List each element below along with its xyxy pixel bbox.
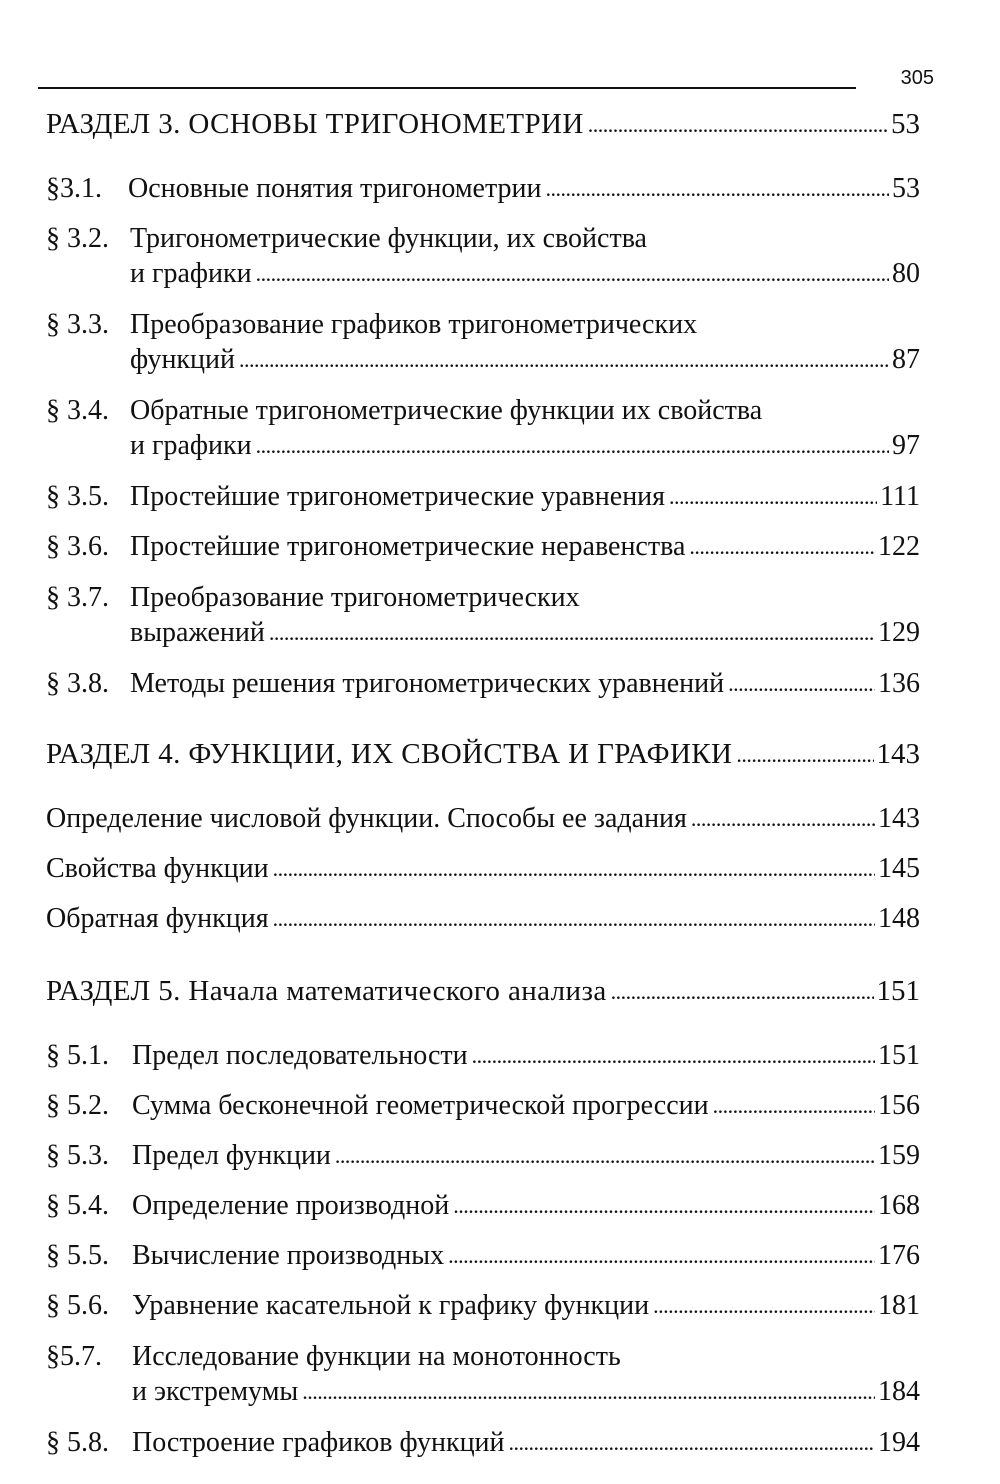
page-ref: 97: [892, 430, 920, 461]
page-ref: 87: [892, 344, 920, 375]
entry-title: Сумма бесконечной геометрической прогрессии: [132, 1090, 709, 1121]
entry-number: § 5.2.: [46, 1090, 109, 1121]
entry-title: Определение производной: [132, 1190, 450, 1221]
leader-dots: [588, 106, 888, 142]
page-number: 305: [900, 67, 934, 89]
entry-title: Преобразование тригонометрических: [130, 582, 580, 613]
toc-entry: [46, 802, 920, 837]
entry-number: § 5.8.: [46, 1427, 109, 1458]
entry-title: Методы решения тригонометрических уравнений: [130, 668, 725, 699]
leader-dots: [273, 901, 875, 936]
toc-entry: [130, 429, 920, 464]
entry-number: § 5.5.: [46, 1240, 109, 1271]
page-ref: 181: [878, 1290, 920, 1321]
entry-number: § 5.1.: [46, 1040, 109, 1071]
toc-entry-first-line: [46, 308, 697, 342]
entry-number: § 3.6.: [46, 531, 109, 562]
entry-title-continued: и графики: [130, 258, 252, 289]
page-ref: 156: [878, 1090, 920, 1121]
toc-entry: [46, 667, 920, 702]
entry-title: Определение числовой функции. Способы ее задания: [46, 803, 687, 834]
page-ref: 122: [878, 531, 920, 562]
leader-dots: [269, 615, 875, 650]
entry-number: § 3.4.: [46, 395, 109, 426]
entry-title: Тригонометрические функции, их свойства: [130, 223, 647, 254]
leader-dots: [302, 1374, 875, 1409]
entry-number: § 3.5.: [46, 481, 109, 512]
entry-title-continued: и графики: [130, 430, 252, 461]
toc-entry: [46, 1139, 920, 1174]
entry-title: Уравнение касательной к графику функции: [132, 1290, 650, 1321]
toc-entry: [46, 530, 920, 565]
toc-entry: [132, 1375, 920, 1410]
page-ref: 53: [891, 108, 920, 140]
leader-dots: [691, 801, 875, 836]
entry-number: §3.1.: [46, 173, 102, 204]
header-rule: [38, 87, 856, 89]
toc-entry: [46, 480, 920, 515]
leader-dots: [546, 171, 889, 206]
leader-dots: [239, 342, 889, 377]
entry-number: § 5.4.: [46, 1190, 109, 1221]
leader-dots: [509, 1425, 875, 1460]
page-ref: 129: [878, 617, 920, 648]
section-title: РАЗДЕЛ 3. ОСНОВЫ ТРИГОНОМЕТРИИ: [46, 108, 584, 140]
entry-title: Обратная функция: [46, 903, 269, 934]
section-title: РАЗДЕЛ 5. Начала математического анализа: [46, 975, 607, 1007]
toc-entry: [46, 1089, 920, 1124]
page-ref: 159: [878, 1140, 920, 1171]
leader-dots: [611, 973, 874, 1009]
toc-entry: [46, 1189, 920, 1224]
entry-number: § 3.7.: [46, 582, 109, 613]
page-ref: 184: [878, 1376, 920, 1407]
entry-title-continued: и экстремумы: [132, 1376, 299, 1407]
toc-entry-first-line: [46, 1340, 621, 1374]
page-ref: 176: [878, 1240, 920, 1271]
toc-entry-first-line: [46, 394, 762, 428]
entry-title: Преобразование графиков тригонометрических: [130, 309, 698, 340]
page-ref: 143: [878, 803, 920, 834]
page-ref: 151: [876, 975, 920, 1007]
page-ref: 136: [878, 668, 920, 699]
page-ref: 80: [892, 258, 920, 289]
page-ref: 145: [878, 853, 920, 884]
section-5-heading: [46, 974, 920, 1010]
entry-title: Вычисление производных: [132, 1240, 445, 1271]
entry-number: § 5.3.: [46, 1140, 109, 1171]
entry-title: Простейшие тригонометрические уравнения: [130, 481, 666, 512]
toc-entry: [46, 1239, 920, 1274]
leader-dots: [653, 1288, 875, 1323]
leader-dots: [335, 1138, 875, 1173]
entry-number: §5.7.: [46, 1341, 102, 1372]
toc-entry: [46, 1039, 920, 1074]
toc-entry-first-line: [46, 581, 580, 615]
page-ref: 194: [878, 1427, 920, 1458]
toc-entry: [130, 343, 920, 378]
leader-dots: [472, 1038, 875, 1073]
entry-title: Предел функции: [132, 1140, 331, 1171]
page-ref: 168: [878, 1190, 920, 1221]
section-3-heading: [46, 107, 920, 143]
leader-dots: [453, 1188, 875, 1223]
leader-dots: [713, 1088, 875, 1123]
leader-dots: [256, 428, 889, 463]
leader-dots: [669, 479, 877, 514]
entry-number: § 3.2.: [46, 223, 109, 254]
leader-dots: [728, 666, 875, 701]
entry-title-continued: выражений: [130, 617, 265, 648]
entry-title: Простейшие тригонометрические неравенства: [130, 531, 686, 562]
leader-dots: [256, 256, 889, 291]
toc-entry: [130, 257, 920, 292]
entry-title: Свойства функции: [46, 853, 269, 884]
leader-dots: [273, 851, 875, 886]
entry-title: Основные понятия тригонометрии: [128, 173, 542, 204]
entry-title: Построение графиков функций: [132, 1427, 505, 1458]
toc-entry: [46, 172, 920, 207]
entry-title: Обратные тригонометрические функции их свойства: [130, 395, 763, 426]
entry-title-continued: функций: [130, 344, 235, 375]
toc-entry: [46, 1426, 920, 1461]
page-ref: 53: [892, 173, 920, 204]
section-4-heading: [46, 737, 920, 773]
toc-entry: [46, 902, 920, 937]
page-ref: 151: [878, 1040, 920, 1071]
entry-number: § 3.3.: [46, 309, 109, 340]
page-ref: 148: [878, 903, 920, 934]
page-ref: 143: [876, 738, 920, 770]
leader-dots: [448, 1238, 875, 1273]
section-title: РАЗДЕЛ 4. ФУНКЦИИ, ИХ СВОЙСТВА И ГРАФИКИ: [46, 738, 733, 770]
toc-entry: [130, 616, 920, 651]
entry-number: § 5.6.: [46, 1290, 109, 1321]
toc-entry: [46, 1289, 920, 1324]
leader-dots: [736, 736, 873, 772]
entry-number: § 3.8.: [46, 668, 109, 699]
toc-entry: [46, 852, 920, 887]
toc-entry-first-line: [46, 222, 647, 256]
leader-dots: [689, 529, 875, 564]
entry-title: Предел последовательности: [132, 1040, 468, 1071]
entry-title: Исследование функции на монотонность: [132, 1341, 621, 1372]
page-ref: 111: [880, 481, 920, 512]
